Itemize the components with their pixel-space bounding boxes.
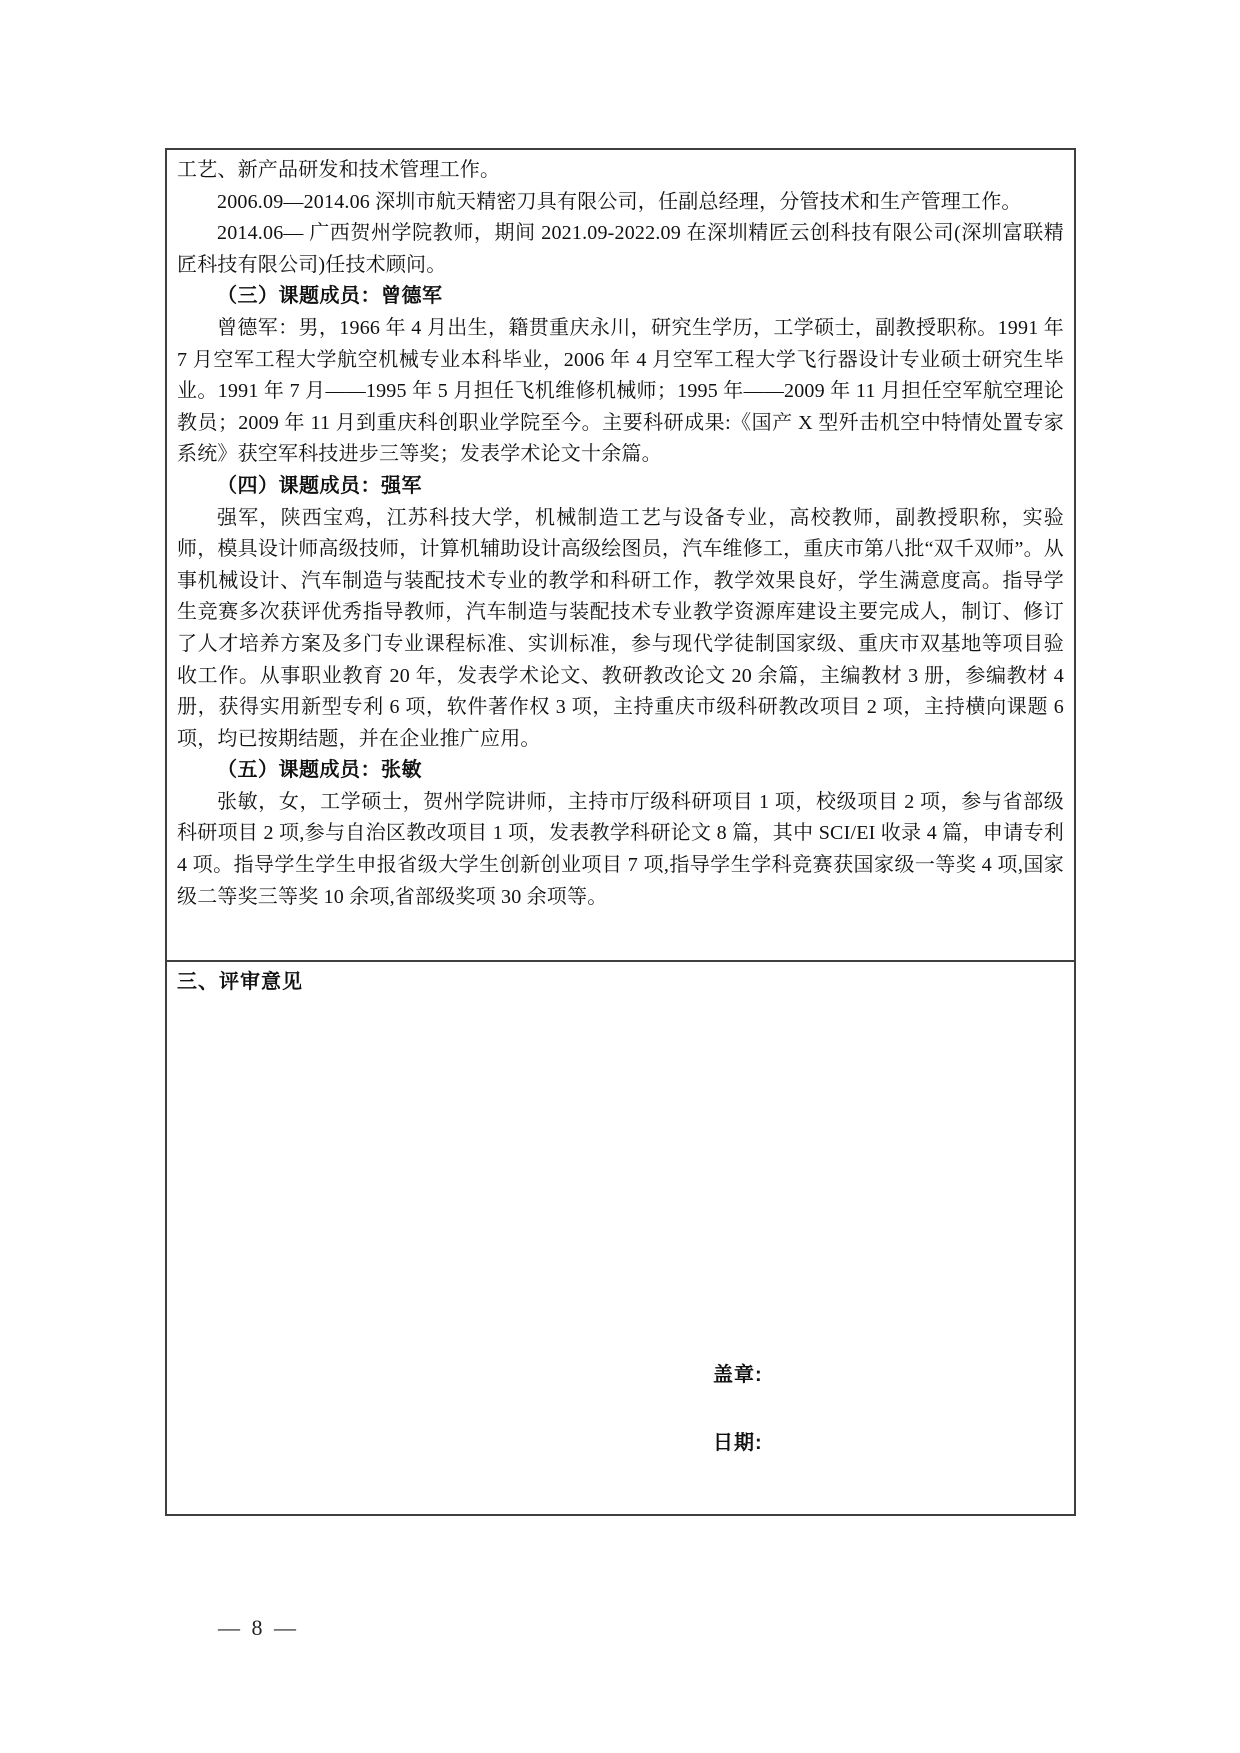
heading-member-5: （五）课题成员：张敏 <box>217 759 422 782</box>
paragraph-continuation: 工艺、新产品研发和技术管理工作。 <box>177 159 501 181</box>
page-number: — 8 — <box>218 1615 299 1640</box>
paragraph-member-5-bio: 张敏，女，工学硕士，贺州学院讲师，主持市厅级科研项目 1 项，校级项目 2 项，参与省部级科研项目 2 项,参与自治区教改项目 1 项，发表教学科研论文 8 篇，其中 SCI/EI 收录 4 篇，申请专利 4 项。指导学生学生申报省级大学生创新创业项目 7 项,指导学生学科竞赛获国家级一等奖 4 项,国家级二等奖三等奖 10 余项,省部级奖项 30 余项等。 <box>177 790 1064 908</box>
review-section-title: 三、评审意见 <box>177 971 303 993</box>
heading-member-3: （三）课题成员：曾德军 <box>217 285 443 308</box>
paragraph-member-3-bio: 曾德军：男，1966 年 4 月出生，籍贯重庆永川，研究生学历，工学硕士，副教授职称。1991 年 7 月空军工程大学航空机械专业本科毕业，2006 年 4 月空军工程大学飞行器设计专业硕士研究生毕业。1991 年 7 月——1995 年 5 月担任飞机维修机械师；1995 年——2009 年 11 月担任空军航空理论教员；2009 年 11 月到重庆科创职业学院至今。主要科研成果:《国产 X 型歼击机空中特情处置专家系统》获空军科技进步三等奖；发表学术论文十余篇。 <box>177 316 1064 466</box>
paragraph-career-2014: 2014.06— 广西贺州学院教师，期间 2021.09-2022.09 在深圳精匠云创科技有限公司(深圳富联精匠科技有限公司)任技术顾问。 <box>177 222 1064 276</box>
seal-label: 盖章: <box>713 1364 763 1386</box>
review-opinion-section <box>165 960 1076 1516</box>
paragraph-career-2006: 2006.09—2014.06 深圳市航天精密刀具有限公司，任副总经理，分管技术和生产管理工作。 <box>217 190 1022 213</box>
date-label: 日期: <box>713 1432 763 1454</box>
paragraph-member-4-bio: 强军，陕西宝鸡，江苏科技大学，机械制造工艺与设备专业，高校教师，副教授职称，实验师，模具设计师高级技师，计算机辅助设计高级绘图员，汽车维修工，重庆市第八批“双千双师”。从事机械设计、汽车制造与装配技术专业的教学和科研工作，教学效果良好，学生满意度高。指导学生竞赛多次获评优秀指导教师，汽车制造与装配技术专业教学资源库建设主要完成人，制订、修订了人才培养方案及多门专业课程标准、实训标准，参与现代学徒制国家级、重庆市双基地等项目验收工作。从事职业教育 20 年，发表学术论文、教研教改论文 20 余篇，主编教材 3 册，参编教材 4 册，获得实用新型专利 6 项，软件著作权 3 项，主持重庆市级科研教改项目 2 项，主持横向课题 6 项，均已按期结题，并在企业推广应用。 <box>177 506 1064 750</box>
member-intro-section <box>165 148 1076 962</box>
heading-member-4: （四）课题成员：强军 <box>217 474 422 497</box>
